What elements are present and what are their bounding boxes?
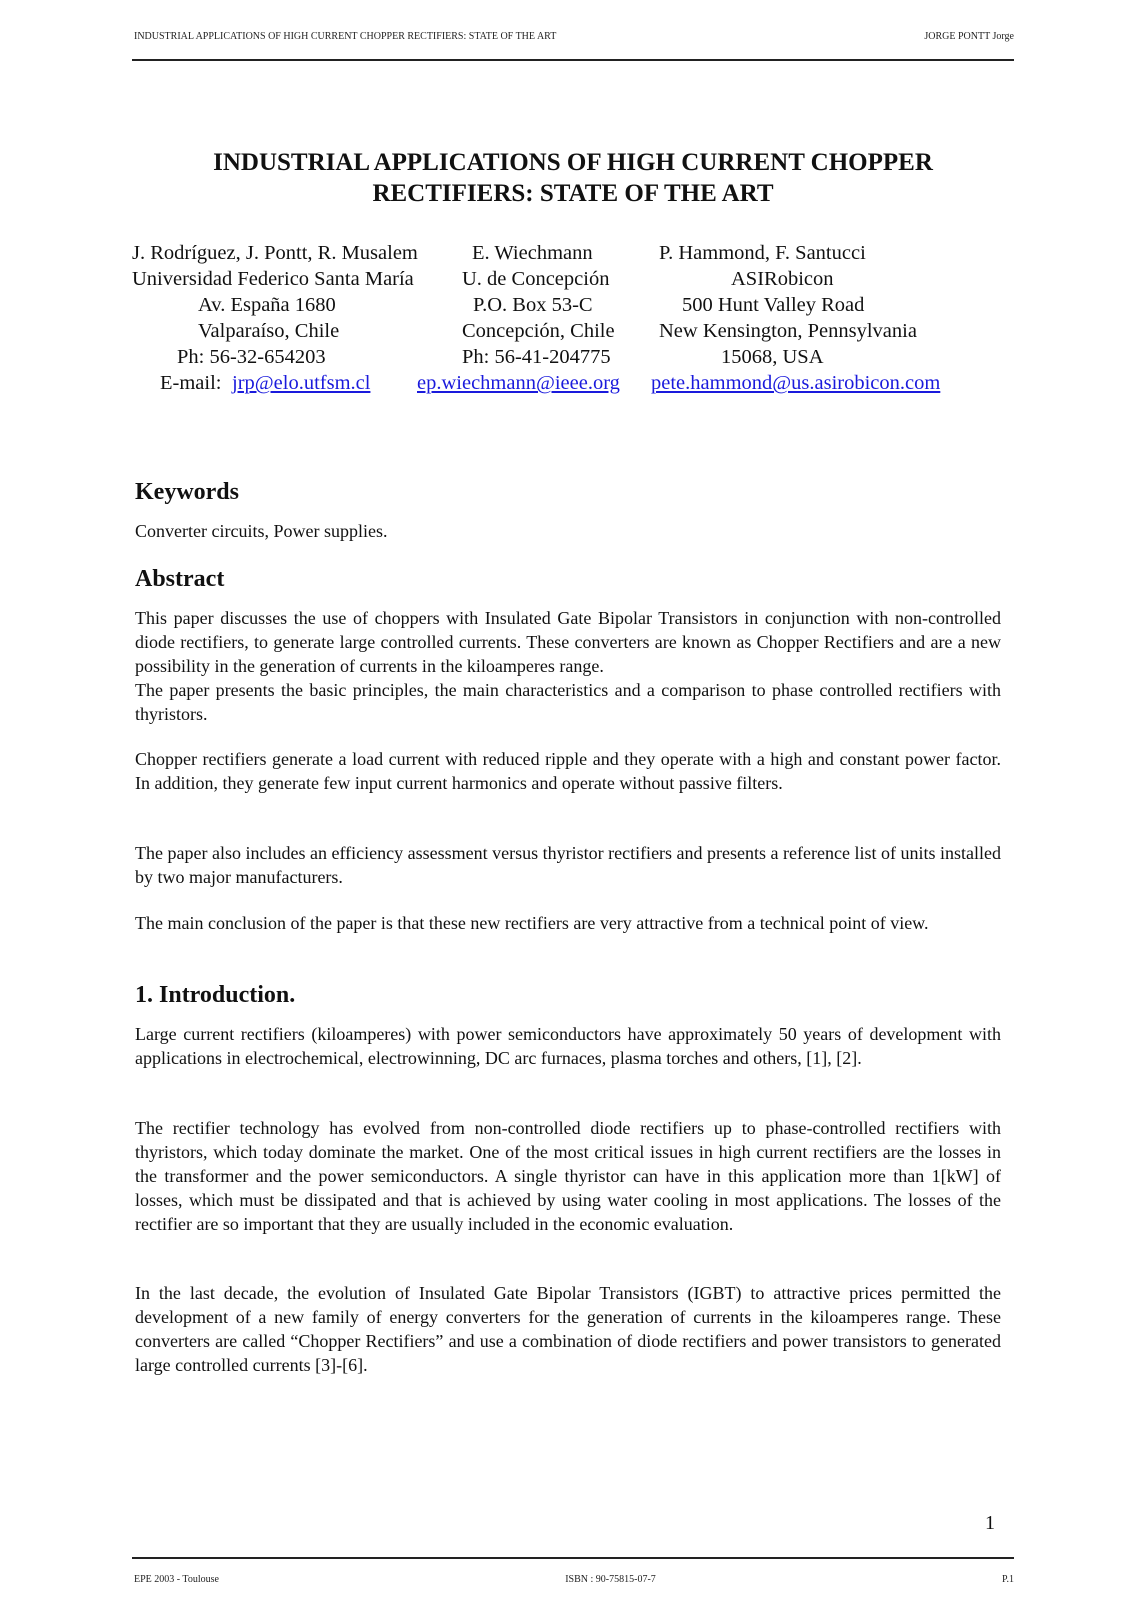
abstract-paragraph-4: The main conclusion of the paper is that these new rectifiers are very attractive from a technical point of view. xyxy=(135,913,929,933)
author-col3-email-link[interactable]: pete.hammond@us.asirobicon.com xyxy=(651,372,941,394)
running-head-title: INDUSTRIAL APPLICATIONS OF HIGH CURRENT CHOPPER RECTIFIERS: STATE OF THE ART xyxy=(134,31,557,42)
author-col2-phone: Ph: 56-41-204775 xyxy=(462,346,611,368)
title-line-1: INDUSTRIAL APPLICATIONS OF HIGH CURRENT CHOPPER xyxy=(213,149,933,176)
author-names-row xyxy=(132,240,1012,266)
author-col3-zip: 15068, USA xyxy=(721,346,824,368)
footer-conference: EPE 2003 - Toulouse xyxy=(134,1574,219,1585)
abstract-heading: Abstract xyxy=(135,566,225,592)
author-email-row xyxy=(132,370,1012,396)
author-col1-names: J. Rodríguez, J. Pontt, R. Musalem xyxy=(132,242,418,264)
author-col3-city: New Kensington, Pennsylvania xyxy=(659,320,917,342)
author-col1-phone: Ph: 56-32-654203 xyxy=(177,346,326,368)
author-col1-address: Av. España 1680 xyxy=(198,294,336,316)
footer-rule xyxy=(132,1557,1014,1559)
author-phone-row xyxy=(132,344,1012,370)
author-block xyxy=(132,240,1012,396)
running-head xyxy=(134,31,1014,42)
author-col3-institution: ASIRobicon xyxy=(731,268,834,290)
abstract-paragraph-1-continued: The paper presents the basic principles, the main characteristics and a comparison to phase controlled rectifiers with thyristors. xyxy=(135,680,1001,724)
abstract-paragraph-2: Chopper rectifiers generate a load current with reduced ripple and they operate with a high and constant power factor. In addition, they generate few input current harmonics and operate without passive filters. xyxy=(135,749,1001,793)
author-city-row xyxy=(132,318,1012,344)
page-number: 1 xyxy=(985,1512,995,1534)
author-col2-institution: U. de Concepción xyxy=(462,268,610,290)
author-col1-city: Valparaíso, Chile xyxy=(198,320,340,342)
author-col1-email-link[interactable]: jrp@elo.utfsm.cl xyxy=(232,372,371,394)
keywords-text: Converter circuits, Power supplies. xyxy=(135,521,388,541)
footer xyxy=(134,1574,1014,1585)
author-col3-names: P. Hammond, F. Santucci xyxy=(659,242,866,264)
footer-isbn: ISBN : 90-75815-07-7 xyxy=(565,1574,656,1585)
author-address-row xyxy=(132,292,1012,318)
author-col3-address: 500 Hunt Valley Road xyxy=(682,294,865,316)
author-col2-address: P.O. Box 53-C xyxy=(473,294,593,316)
author-col2-city: Concepción, Chile xyxy=(462,320,615,342)
introduction-paragraph-2: The rectifier technology has evolved from non-controlled diode rectifiers up to phase-controlled rectifiers with thyristors, which today dominate the market. One of the most critical issues in high current rectifiers are the losses in the transformer and the power semiconductors. A single thyristor can have in this application more than 1[kW] of losses, which must be dissipated and that is achieved by using water cooling in most applications. The losses of the rectifier are so important that they are usually included in the economic evaluation. xyxy=(135,1118,1001,1234)
introduction-heading: 1. Introduction. xyxy=(135,982,296,1008)
header-rule xyxy=(132,59,1014,61)
author-col2-email-link[interactable]: ep.wiechmann@ieee.org xyxy=(417,372,620,394)
author-col1-email-label: E-mail: xyxy=(160,372,222,394)
abstract-paragraph-3: The paper also includes an efficiency assessment versus thyristor rectifiers and presents a reference list of units installed by two major manufacturers. xyxy=(135,843,1001,887)
author-col2-names: E. Wiechmann xyxy=(472,242,593,264)
title-line-2: RECTIFIERS: STATE OF THE ART xyxy=(372,180,774,207)
keywords-heading: Keywords xyxy=(135,479,239,505)
introduction-paragraph-3: In the last decade, the evolution of Insulated Gate Bipolar Transistors (IGBT) to attractive prices permitted the development of a new family of energy converters for the generation of currents in the kiloamperes range. These converters are called “Chopper Rectifiers” and use a combination of diode rectifiers and power transistors to generated large controlled currents [3]-[6]. xyxy=(135,1283,1001,1375)
author-col1-institution: Universidad Federico Santa María xyxy=(132,268,414,290)
abstract-paragraph-1 xyxy=(135,606,1001,726)
running-head-author: JORGE PONTT Jorge xyxy=(924,31,1014,42)
paper-title xyxy=(132,147,1014,209)
abstract-paragraph-1-text: This paper discusses the use of choppers with Insulated Gate Bipolar Transistors in conjunction with non-controlled diode rectifiers, to generate large controlled currents. These converters are known as Chopper Rectifiers and are a new possibility in the generation of currents in the kiloamperes range. xyxy=(135,608,1001,676)
author-institution-row xyxy=(132,266,1012,292)
introduction-paragraph-1: Large current rectifiers (kiloamperes) with power semiconductors have approximately 50 years of development with applications in electrochemical, electrowinning, DC arc furnaces, plasma torches and others, [1], [2]. xyxy=(135,1024,1001,1068)
footer-page-label: P.1 xyxy=(1002,1574,1014,1585)
